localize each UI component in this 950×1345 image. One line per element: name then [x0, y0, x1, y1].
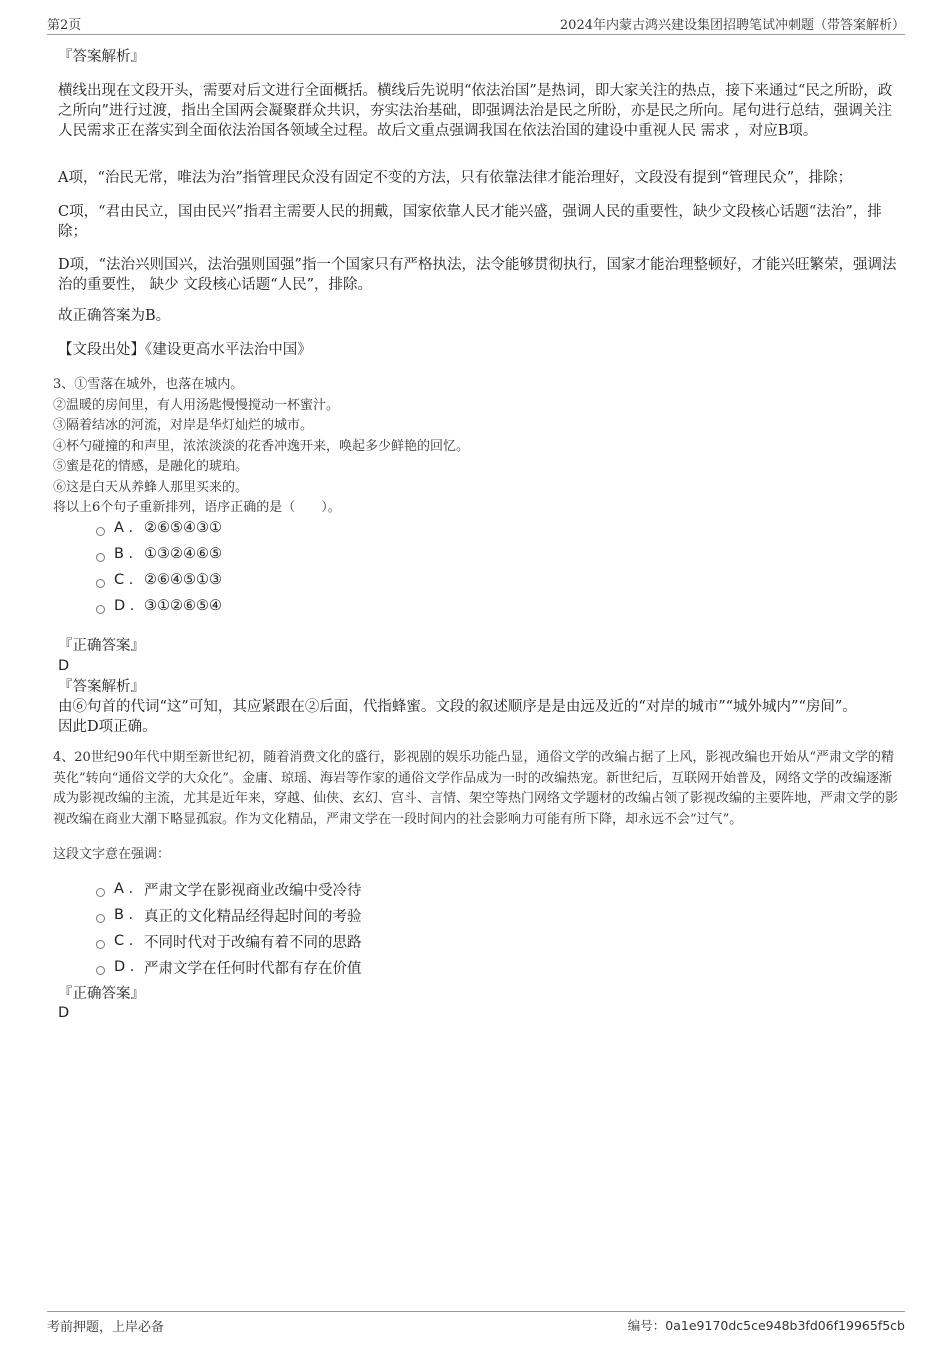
option-letter: C .	[114, 933, 134, 949]
q3-analysis-line: 由⑥句首的代词“这”可知，其应紧跟在②后面，代指蜂蜜。文段的叙述顺序是是由远及近的“对岸的城市”“城外城内”“房间”。	[58, 699, 857, 715]
q4-stem	[53, 748, 901, 830]
q4-option-d[interactable]	[96, 956, 362, 978]
option-text: ②⑥④⑤①③	[144, 572, 222, 588]
q4-option-c[interactable]	[96, 930, 362, 952]
radio-button[interactable]	[96, 940, 105, 949]
radio-button[interactable]	[96, 579, 105, 588]
q3-answer: D	[58, 658, 70, 674]
q2-analysis-option-a: A项，“治民无常，唯法为治”指管理民众没有固定不变的方法，只有依靠法律才能治理好，文段没有提到“管理民众”，排除；	[58, 170, 853, 186]
radio-button[interactable]	[96, 914, 105, 923]
q3-analysis	[58, 697, 898, 737]
option-letter: A .	[114, 881, 134, 897]
radio-button[interactable]	[96, 966, 105, 975]
q3-answer-label: 『正确答案』	[58, 638, 145, 654]
q3-stem-line: 3、①雪落在城外，也落在城内。	[53, 377, 244, 392]
q3-analysis-label: 『答案解析』	[58, 679, 145, 695]
page-number: 第2页	[47, 18, 82, 33]
option-text: 严肃文学在影视商业改编中受冷待	[144, 882, 362, 899]
q3-stem	[53, 375, 901, 519]
q4-answer: D	[58, 1005, 70, 1021]
q3-stem-line: ④杯勺碰撞的和声里，浓浓淡淡的花香冲逸开来，唤起多少鲜艳的回忆。	[53, 438, 470, 454]
option-letter: C .	[114, 572, 134, 588]
q4-option-b[interactable]	[96, 904, 362, 926]
q3-option-c[interactable]	[96, 569, 222, 591]
q3-stem-line: ③隔着结冰的河流，对岸是华灯灿烂的城市。	[53, 418, 314, 433]
q3-analysis-line: 因此D项正确。	[58, 719, 157, 735]
option-text: ②⑥⑤④③①	[144, 520, 222, 536]
radio-button[interactable]	[96, 605, 105, 614]
option-letter: B .	[114, 907, 134, 923]
q2-analysis-paragraph	[58, 81, 898, 141]
option-letter: D .	[114, 959, 135, 975]
option-letter: B .	[114, 546, 134, 562]
q3-prompt: 将以上6个句子重新排列，语序正确的是（ ）。	[53, 500, 341, 515]
q3-option-d[interactable]	[96, 595, 222, 617]
option-text: ①③②④⑥⑤	[144, 546, 222, 562]
footer-slogan: 考前押题，上岸必备	[47, 1320, 165, 1335]
q2-analysis-option-c: C项，“君由民立，国由民兴”指君主需要人民的拥戴，国家依靠人民才能兴盛，强调人民的重要性，缺少文段核心话题“法治”，排除；	[58, 204, 882, 240]
q4-option-a[interactable]	[96, 878, 362, 900]
radio-button[interactable]	[96, 553, 105, 562]
radio-button[interactable]	[96, 527, 105, 536]
option-text: 不同时代对于改编有着不同的思路	[144, 934, 362, 951]
q3-option-b[interactable]	[96, 543, 222, 565]
q2-analysis-option-d: D项，“法治兴则国兴，法治强则国强”指一个国家只有严格执法，法令能够贯彻执行，国家才能治理整顿好，才能兴旺繁荣，强调法治的重要性， 缺少 文段核心话题“人民”，排除。	[58, 257, 897, 293]
q2-source: 【文段出处】《建设更高水平法治中国》	[58, 342, 312, 358]
document-code: 编号：0a1e9170dc5ce948b3fd06f19965f5cb	[627, 1318, 905, 1333]
q4-answer-label: 『正确答案』	[58, 986, 145, 1002]
q3-stem-line: ⑥这是白天从养蜂人那里买来的。	[53, 479, 249, 495]
q3-option-a[interactable]	[96, 517, 222, 539]
page-header	[47, 14, 905, 35]
q2-analysis-text: 横线出现在文段开头，需要对后文进行全面概括。横线后先说明“依法治国”是热词，即大家关注的热点，接下来通过“民之所盼，政之所向”进行过渡，指出全国两会凝聚群众共识，夯实法治基础，即强调法治是民之所盼，亦是民之所向。尾句进行总结，强调关注人民需求正在落实到全面依法治国各领域全过程。故后文重点强调我国在依法治国的建设中重视人民 需求 ，对应B项。	[58, 83, 893, 139]
q3-stem-line: ②温暖的房间里，有人用汤匙慢慢搅动一杯蜜汁。	[53, 397, 340, 413]
option-text: 真正的文化精品经得起时间的考验	[144, 908, 362, 925]
q4-question: 这段文字意在强调：	[53, 847, 171, 862]
radio-button[interactable]	[96, 888, 105, 897]
q2-analysis-label: 『答案解析』	[58, 49, 145, 65]
option-letter: A .	[114, 520, 134, 536]
option-text: ③①②⑥⑤④	[144, 598, 222, 614]
q4-stem-text: 4、20世纪90年代中期至新世纪初，随着消费文化的盛行，影视剧的娱乐功能凸显，通俗文学的改编占据了上风，影视改编也开始从“严肃文学的精英化”转向“通俗文学的大众化”。金庸、琼瑶、海岩等作家的通俗文学作品成为一时的改编热宠。新世纪后，互联网开始普及，网络文学的改编逐渐成为影视改编的主流，尤其是近年来，穿越、仙侠、玄幻、宫斗、言情、架空等热门网络文学题材的改编占领了影视改编的主要阵地，严肃文学的影视改编在商业大潮下略显孤寂。作为文化精品，严肃文学在一段时间内的社会影响力可能有所下降，却永远不会“过气”。	[53, 750, 899, 827]
option-text: 严肃文学在任何时代都有存在价值	[144, 960, 362, 977]
q2-conclusion: 故正确答案为B。	[58, 308, 171, 324]
option-letter: D .	[114, 598, 135, 614]
q3-stem-line: ⑤蜜是花的情感，是融化的琥珀。	[53, 459, 249, 474]
page-footer	[47, 1311, 905, 1338]
document-title: 2024年内蒙古鸿兴建设集团招聘笔试冲刺题（带答案解析）	[559, 18, 905, 33]
